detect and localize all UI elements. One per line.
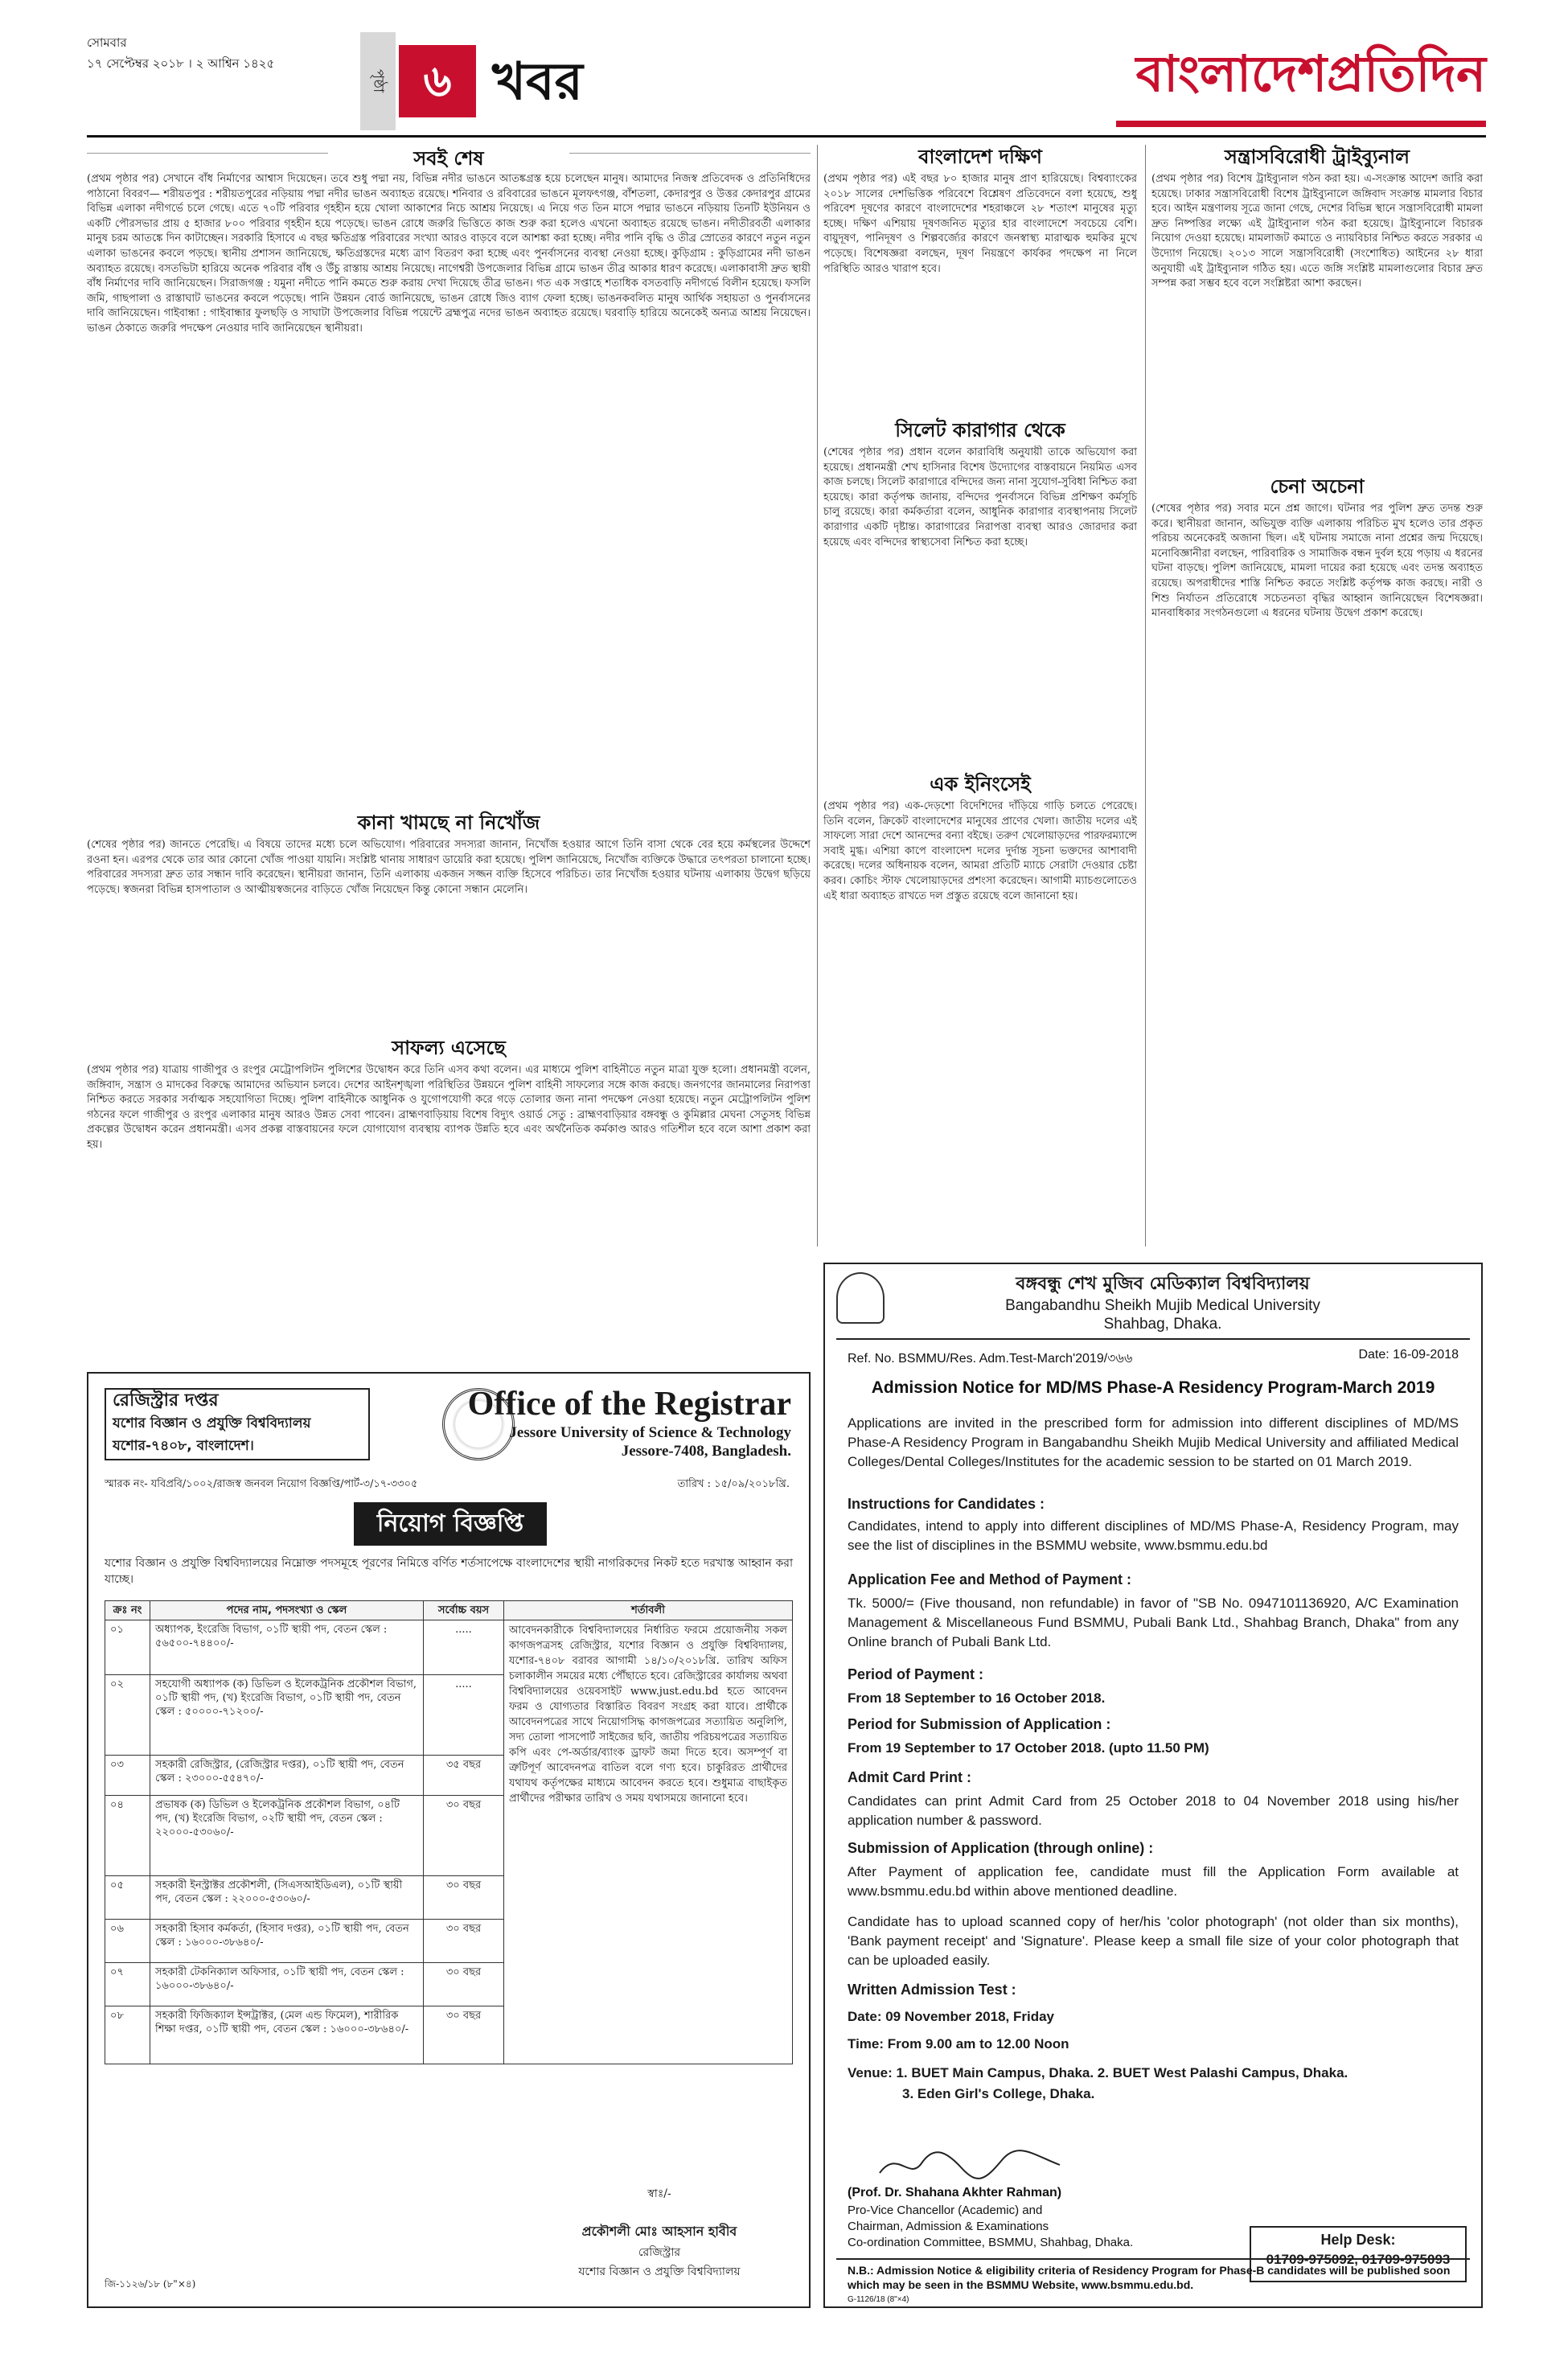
submission-period-title: Period for Submission of Application :	[848, 1716, 1111, 1732]
page-number: ৬	[399, 45, 476, 117]
test-venue-line2: 3. Eden Girl's College, Dhaka.	[902, 2086, 1095, 2101]
post-details: সহযোগী অধ্যাপক (ক) ডিভিল ও ইলেকট্রনিক প্রকৌশল বিভাগ, ০১টি স্থায়ী পদ, (খ) ইংরেজি বিভাগ, ০১টি স্থায়ী পদ, বেতন স্কেল : ৫০০০০-৭১২০০/-	[150, 1675, 424, 1756]
office-title: Office of the Registrar	[467, 1386, 791, 1423]
admit-card-text: Candidates can print Admit Card from 25 October 2018 to 04 November 2018 using his/her application number & password.	[848, 1793, 1459, 1828]
row-number: ০১	[105, 1620, 150, 1675]
date-line: ১৭ সেপ্টেম্বর ২০১৮ । ২ আশ্বিন ১৪২৫	[87, 56, 275, 71]
row-number: ০৫	[105, 1876, 150, 1920]
memo-date: তারিখ : ১৫/০৯/২০১৮খ্রি.	[677, 1478, 790, 1490]
university-name-bn: বঙ্গবন্ধু শেখ মুজিব মেডিক্যাল বিশ্ববিদ্যালয়	[1016, 1274, 1310, 1294]
logo-first: বাংলাদেশ	[1135, 44, 1328, 103]
instructions-text: Candidates, intend to apply into different disciplines of MD/MS Phase-A, Residency Program, may see the list of disciplines in the BSMMU website, www.bsmmu.edu.bd	[848, 1518, 1459, 1553]
submission-period-text: From 19 September to 17 October 2018. (upto 11.50 PM)	[848, 1740, 1209, 1756]
bsmmu-header	[897, 1272, 1428, 1333]
footer-rule	[836, 2258, 1470, 2260]
job-ad-jessore-university	[87, 1372, 811, 2308]
story-body	[87, 838, 811, 1031]
story-headline: কানা খামছে না নিখোঁজ	[357, 811, 540, 834]
max-age: .....	[424, 1620, 504, 1675]
notice-intro: Applications are invited in the prescribed form for admission into different disciplines of MD/MS Phase-A Residency Program in Bangabandhu Sheikh Mujib Medical University and affiliated Medical Colleges/Dental Colleges/Institutes for the academic session to be started on 01 March 2019.	[848, 1415, 1459, 1469]
header-rule	[836, 1338, 1470, 1340]
ad-ref-code: G-1126/18 (8"×4)	[848, 2295, 909, 2304]
payment-period-text: From 18 September to 16 October 2018.	[848, 1690, 1106, 1706]
post-details: প্রভাষক (ক) ডিভিল ও ইলেকট্রনিক প্রকৌশল বিভাগ, ০৪টি পদ, (খ) ইংরেজি বিভাগ, ০২টি স্থায়ী পদ, বেতন স্কেল : ২২০০০-৫৩০৬০/-	[150, 1796, 424, 1876]
page-label: পৃষ্ঠা	[360, 32, 396, 130]
online-submission-title: Submission of Application (through online) :	[848, 1840, 1154, 1856]
story-headline: সন্ত্রাসবিরোধী ট্রাইব্যুনাল	[1224, 146, 1410, 168]
story-headline: সিলেট কারাগার থেকে	[895, 419, 1065, 442]
logo-rule	[1116, 121, 1486, 127]
story-text: (প্রথম পৃষ্ঠার পর) সেখানে বাঁধ নির্মাণের আশ্বাস দিয়েছেন। তবে শুধু পদ্মা নয়, বিভিন্ন নদীর ভাঙনে আতঙ্কগ্রস্ত হয়ে চলেছেন মানুষ। আমাদের নিজস্ব প্রতিবেদক ও প্রতিনিধিদের পাঠানো বিবরণ— শরীয়তপুর : শরীয়তপুরের নড়িয়ায় পদ্মা নদীর ভাঙন অব্যাহত রয়েছে। শনিবার ও রবিবারের ভাঙনে মূলফৎগঞ্জ, বাঁশতলা, কেদারপুর ও উত্তর কেদারপুর গ্রামের বিভিন্ন এলাকা নদীগর্ভে চলে গেছে। এতে ৭০টি পরিবার গৃহহীন হয়ে খোলা আকাশের নিচে আশ্রয় নিয়েছে। এ নিয়ে গত তিন মাসে পদ্মার ভাঙনে নড়িয়ায় তিনটি ইউনিয়ন ও একটি পৌরসভার প্রায় ৫ হাজার ৮০০ পরিবার গৃহহীন হয়ে পড়েছে। ভাঙন রোধে জরুরি ভিত্তিতে কাজ শুরু করা হলেও এখনো অব্যাহত রয়েছে ভাঙন। নদীতীরবর্তী এলাকার মানুষ চরম আতঙ্কে দিন কাটাচ্ছেন। সরকারি হিসাবে এ বছর ক্ষতিগ্রস্ত পরিবারের সংখ্যা আরও বাড়বে বলে আশঙ্কা করা হচ্ছে। নদীর পানি বৃদ্ধি ও তীব্র স্রোতের কারণে নতুন নতুন এলাকা ভাঙনের কবলে পড়ছে। স্থানীয় প্রশাসন জানিয়েছে, ক্ষতিগ্রস্তদের মধ্যে ত্রাণ বিতরণ করা হচ্ছে এবং পুনর্বাসনের ব্যবস্থা নেওয়া হচ্ছে। কুড়িগ্রাম : কুড়িগ্রামের নদী ভাঙন অব্যাহত রয়েছে। বসতভিটা হারিয়ে অনেক পরিবার বাঁধ ও উঁচু রাস্তায় আশ্রয় নিয়েছে। নাগেশ্বরী উপজেলার বিভিন্ন গ্রামে ভাঙন তীব্র আকার ধারণ করেছে। এলাকাবাসী দ্রুত স্থায়ী বাঁধ নির্মাণের দাবি জানিয়েছেন। সিরাজগঞ্জ : যমুনা নদীতে পানি কমতে শুরু করায় দেখা দিয়েছে তীব্র ভাঙন। গত এক সপ্তাহে শতাধিক বসতবাড়ি নদীগর্ভে বিলীন হয়েছে। ফসলি জমি, গাছপালা ও রাস্তাঘাট ভাঙনের কবলে পড়েছে। পানি উন্নয়ন বোর্ড জানিয়েছে, ভাঙন রোধে জিও ব্যাগ ফেলা হচ্ছে। ভাঙনকবলিত মানুষ আর্থিক সহায়তা ও পুনর্বাসনের দাবি জানিয়েছেন। গাইবান্ধা : গাইবান্ধার ফুলছড়ি ও সাঘাটা উপজেলার বিভিন্ন পয়েন্টে ব্রহ্মপুত্র নদের ভাঙন অব্যাহত রয়েছে। ঘরবাড়ি হারিয়ে অনেকেই অন্যত্র আশ্রয় নিয়েছেন। ভাঙন ঠেকাতে জরুরি পদক্ষেপ নেওয়ার দাবি জানিয়েছেন স্থানীয়রা।	[87, 173, 811, 335]
post-details: সহকারী রেজিস্ট্রার, (রেজিস্ট্রার দপ্তর), ০১টি স্থায়ী পদ, বেতন স্কেল : ২৩০০০-৫৫৪৭০/-	[150, 1756, 424, 1796]
masthead-rule	[87, 135, 1486, 138]
masthead	[87, 32, 1486, 130]
help-desk-title: Help Desk:	[1320, 2232, 1396, 2248]
col-header: পদের নাম, পদসংখ্যা ও স্কেল	[150, 1601, 424, 1620]
ref-number: Ref. No. BSMMU/Res. Adm.Test-March'2019/৩৬৬	[848, 1352, 1133, 1366]
column-divider	[1145, 145, 1146, 1247]
max-age: ৩৫ বছর	[424, 1756, 504, 1796]
col-header: সর্বোচ্চ বয়স	[424, 1601, 504, 1620]
signer-title: রেজিস্ট্রার	[638, 2246, 681, 2259]
test-time: Time: From 9.00 am to 12.00 Noon	[848, 2036, 1069, 2052]
post-details: সহকারী ইনস্ট্রাক্টর প্রকৌশলী, (সিএসআইডিএল), ০১টি স্থায়ী পদ, বেতন স্কেল : ২২০০০-৫৩০৬০/-	[150, 1876, 424, 1920]
ad-title: নিয়োগ বিজ্ঞপ্তি	[354, 1502, 547, 1546]
headline-rule-left	[87, 153, 328, 154]
max-age: ৩০ বছর	[424, 1920, 504, 1963]
instructions-title: Instructions for Candidates :	[848, 1496, 1045, 1512]
test-date: Date: 09 November 2018, Friday	[848, 2009, 1055, 2024]
online-submission-text: After Payment of application fee, candidate must fill the Application Form available at www.bsmmu.edu.bd within above mentioned deadline.	[848, 1864, 1459, 1899]
post-details: সহকারী হিসাব কর্মকর্তা, (হিসাব দপ্তর), ০১টি স্থায়ী পদ, বেতন স্কেল : ১৬০০০-৩৮৬৪০/-	[150, 1920, 424, 1963]
section-title: খবর	[492, 52, 583, 112]
table-header-row	[105, 1601, 793, 1620]
newspaper-logo	[1116, 35, 1486, 127]
signer-name: প্রকৌশলী মোঃ আহসান হাবীব	[581, 2224, 737, 2239]
office-header-en	[405, 1385, 791, 1460]
story-body	[1151, 502, 1483, 1242]
fee-title: Application Fee and Method of Payment :	[848, 1571, 1132, 1587]
story-body	[87, 172, 811, 807]
test-title: Written Admission Test :	[848, 1982, 1016, 1998]
nb-note: N.B.: Admission Notice & eligibility criteria of Residency Program for Phase-B candidates will be published soon which may be seen in the BSMMU Website, www.bsmmu.edu.bd.	[848, 2264, 1451, 2291]
registrar-bn-line2: যশোর বিজ্ঞান ও প্রযুক্তি বিশ্ববিদ্যালয়	[113, 1415, 311, 1431]
logo-second: প্রতিদিন	[1327, 44, 1486, 103]
story-text: (প্রথম পৃষ্ঠার পর) যাত্রায় গাজীপুর ও রংপুর মেট্রোপলিটন পুলিশের উদ্বোধন করে তিনি এসব কথা বলেন। এর মাধ্যমে পুলিশ বাহিনীতে নতুন মাত্রা যুক্ত হলো। প্রধানমন্ত্রী বলেন, জঙ্গিবাদ, সন্ত্রাস ও মাদকের বিরুদ্ধে আমাদের অভিযান চলবে। দেশের আইনশৃঙ্খলা পরিস্থিতির উন্নয়নে পুলিশ বাহিনী সাফল্যের সঙ্গে কাজ করছে। জনগণের জানমালের নিরাপত্তা নিশ্চিত করতে সরকার সর্বাত্মক সহযোগিতা দিচ্ছে। পুলিশ বাহিনীকে আধুনিক ও যুগোপযোগী করে গড়ে তোলার জন্য নানা পদক্ষেপ নেওয়া হয়েছে। নতুন মেট্রোপলিটন পুলিশ গঠনের ফলে গাজীপুর ও রংপুর এলাকার মানুষ আরও উন্নত সেবা পাবেন। ব্রাহ্মণবাড়িয়ায় বিশেষ বিদ্যুৎ ওয়ার্ড সেতু : ব্রাহ্মণবাড়িয়ার বঙ্গবন্ধু ও কুমিল্লার মেঘনা সেতুসহ বিভিন্ন প্রকল্পের উদ্বোধন করেন প্রধানমন্ত্রী। এসব প্রকল্প বাস্তবায়নের ফলে যোগাযোগ ব্যবস্থায় ব্যাপক উন্নতি হবে এবং অর্থনৈতিক কর্মকাণ্ড আরও গতিশীল হবে বলে আশা প্রকাশ করা হয়।	[87, 1064, 811, 1151]
story-text: (প্রথম পৃষ্ঠার পর) বিশেষ ট্রাইব্যুনাল গঠন করা হয়। এ-সংক্রান্ত আদেশ জারি করা হয়েছে। ঢাকার সন্ত্রাসবিরোধী বিশেষ ট্রাইব্যুনালে জঙ্গিবাদ সংক্রান্ত মামলার বিচার হবে। আইন মন্ত্রণালয় সূত্রে জানা গেছে, দেশের বিভিন্ন স্থানে সন্ত্রাসবিরোধী মামলা দ্রুত নিষ্পত্তির লক্ষ্যে এই ট্রাইব্যুনাল গঠন করা হয়েছে। ট্রাইব্যুনালে বিচারক নিয়োগ দেওয়া হয়েছে। মামলাজট কমাতে ও ন্যায়বিচার নিশ্চিত করতে সরকার এ উদ্যোগ নিয়েছে। ২০১৩ সালে সন্ত্রাসবিরোধী (সংশোধিত) আইনের ২৮ ধারা অনুযায়ী এই ট্রাইব্যুনাল গঠিত হয়। এতে জঙ্গি সংশ্লিষ্ট মামলাগুলোর বিচার দ্রুত সম্পন্ন করা সম্ভব হবে বলে সংশ্লিষ্টরা আশা করছেন।	[1151, 173, 1483, 290]
conditions-text: আবেদনকারীকে বিশ্ববিদ্যালয়ের নির্ধারিত ফরমে প্রয়োজনীয় সকল কাগজপত্রসহ রেজিস্ট্রার, যশোর বিজ্ঞান ও প্রযুক্তি বিশ্ববিদ্যালয়, যশোর-৭৪০৮ বরাবর আগামী ১৪/১০/২০১৮খ্রি. তারিখ অফিস চলাকালীন সময়ের মধ্যে পৌঁছাতে হবে। রেজিস্ট্রারের কার্যালয় অথবা বিশ্ববিদ্যালয়ের ওয়েবসাইট www.just.edu.bd হতে আবেদন ফরম ও যোগ্যতার বিস্তারিত বিবরণ সংগ্রহ করা যাবে। প্রার্থীকে আবেদনপত্রের সাথে নিয়োগসিদ্ধ কাগজপত্রের সত্যায়িত অনুলিপি, সদ্য তোলা পাসপোর্ট সাইজের ছবি, জাতীয় পরিচয়পত্রের সত্যায়িত কপি এবং পে-অর্ডার/ব্যাংক ড্রাফট জমা দিতে হবে। অসম্পূর্ণ বা ত্রুটিপূর্ণ আবেদনপত্র বাতিল বলে গণ্য হবে। চাকুরিরত প্রার্থীদের যথাযথ কর্তৃপক্ষের মাধ্যমে আবেদন করতে হবে। শুধুমাত্র বাছাইকৃত প্রার্থীদের পরীক্ষার তারিখ ও সময় যথাসময়ে জানানো হবে।	[504, 1620, 793, 2064]
weekday: সোমবার	[87, 35, 127, 50]
test-venue-line1: Venue: 1. BUET Main Campus, Dhaka. 2. BUET West Palashi Campus, Dhaka.	[848, 2065, 1348, 2080]
row-number: ০৮	[105, 2006, 150, 2064]
col-header: শর্তাবলী	[504, 1601, 793, 1620]
story-text: (শেষের পৃষ্ঠার পর) জানতে পেরেছি। এ বিষয়ে তাদের মধ্যে চলে অভিযোগ। পরিবারের সদস্যরা জানান, নিখোঁজ হওয়ার আগে তিনি বাসা থেকে বের হয়ে কর্মস্থলের উদ্দেশে রওনা হন। এরপর থেকে তার আর কোনো খোঁজ পাওয়া যায়নি। সংশ্লিষ্ট থানায় সাধারণ ডায়েরি করা হয়েছে। পুলিশ জানিয়েছে, নিখোঁজ ব্যক্তিকে উদ্ধারে তৎপরতা চালানো হচ্ছে। পরিবারের সদস্যরা দ্রুত তার সন্ধান দাবি করেছেন। স্থানীয়রা জানান, তিনি এলাকায় একজন সজ্জন ব্যক্তি হিসেবে পরিচিত। তার নিখোঁজ হওয়ার ঘটনায় এলাকায় উদ্বেগ ছড়িয়ে পড়েছে। স্বজনরা বিভিন্ন হাসপাতাল ও আত্মীয়স্বজনের বাড়িতে খোঁজ নিয়েছেন কিন্তু কোনো সন্ধান মেলেনি।	[87, 839, 811, 896]
story-headline: সবই শেষ	[413, 147, 484, 170]
registrar-bn-line3: যশোর-৭৪০৮, বাংলাদেশ।	[113, 1438, 254, 1454]
ad-intro: যশোর বিজ্ঞান ও প্রযুক্তি বিশ্ববিদ্যালয়ের নিম্নোক্ত পদসমূহে পূরণের নিমিত্তে বর্ণিত শর্তসাপেক্ষে বাংলাদেশের স্থায়ী নাগরিকদের নিকট হতে দরখাস্ত আহ্বান করা যাচ্ছে।	[105, 1557, 793, 1586]
memo-number: স্মারক নং- যবিপ্রবি/১০০২/রাজস্ব জনবল নিয়োগ বিজ্ঞপ্তি/পার্ট-৩/১৭-৩৩০৫	[105, 1478, 418, 1490]
signer-org: যশোর বিজ্ঞান ও প্রযুক্তি বিশ্ববিদ্যালয়	[578, 2265, 741, 2278]
payment-period-title: Period of Payment :	[848, 1666, 984, 1682]
max-age: .....	[424, 1675, 504, 1756]
admission-notice-bsmmu	[823, 1263, 1483, 2308]
university-location: Shahbag, Dhaka.	[1103, 1316, 1222, 1333]
university-name-en: Bangabandhu Sheikh Mujib Medical University	[1005, 1297, 1320, 1314]
signer-name: (Prof. Dr. Shahana Akhter Rahman)	[848, 2186, 1062, 2199]
post-details: অধ্যাপক, ইংরেজি বিভাগ, ০১টি স্থায়ী পদ, বেতন স্কেল : ৫৬৫০০-৭৪৪০০/-	[150, 1620, 424, 1675]
university-name-en: Jessore University of Science & Technology	[509, 1424, 791, 1441]
registrar-bn-line1: রেজিস্ট্রার দপ্তর	[113, 1390, 219, 1411]
signer-title-3: Co-ordination Committee, BSMMU, Shahbag, Dhaka.	[848, 2236, 1134, 2249]
max-age: ৩০ বছর	[424, 1796, 504, 1876]
story-body	[1151, 172, 1483, 470]
positions-table	[105, 1600, 793, 2064]
registrar-box-bn	[105, 1388, 370, 1460]
story-body	[87, 1063, 811, 1369]
col-header: ক্রঃ নং	[105, 1601, 150, 1620]
table-row	[105, 1620, 793, 1675]
story-body	[823, 172, 1137, 413]
row-number: ০২	[105, 1675, 150, 1756]
fee-text: Tk. 5000/= (Five thousand, non refundable) in favor of "SB No. 0947101136920, A/C Examination Management & Miscellaneous Fund BSMMU, Pubali Bank Ltd., Shahbag Branch, Dhaka" from any Online branch of Pubali Bank Ltd.	[848, 1596, 1459, 1649]
bsmmu-logo-icon	[836, 1272, 885, 1324]
story-text: (প্রথম পৃষ্ঠার পর) এক-দেড়শো বিদেশিদের দাঁড়িয়ে গাড়ি চলতে পেরেছে। তিনি বলেন, ক্রিকেট বাংলাদেশের মানুষের প্রাণের খেলা। জাতীয় দলের এই সাফল্যে সারা দেশে আনন্দের বন্যা বইছে। তরুণ খেলোয়াড়দের পারফরম্যান্সে সবাই মুগ্ধ। এশিয়া কাপে বাংলাদেশ দলের দুর্দান্ত সূচনা ভক্তদের আশাবাদী করেছে। দলের অধিনায়ক বলেন, আমরা প্রতিটি ম্যাচে সেরাটা দেওয়ার চেষ্টা করব। কোচিং স্টাফ খেলোয়াড়দের প্রশংসা করেছেন। আগামী ম্যাচগুলোতেও এই ধারা অব্যাহত রাখতে দল প্রস্তুত রয়েছে বলে জানানো হয়।	[823, 800, 1137, 902]
upload-instructions: Candidate has to upload scanned copy of her/his 'color photograph' (not older than six months), 'Bank payment receipt' and 'Signature'. Please keep a small file size of your color photograph that can be uploaded easily.	[848, 1914, 1459, 1968]
row-number: ০৪	[105, 1796, 150, 1876]
sign-label: স্বাঃ/-	[647, 2187, 671, 2200]
story-headline: বাংলাদেশ দক্ষিণ	[918, 146, 1042, 168]
story-headline: এক ইনিংসেই	[930, 773, 1031, 795]
story-body	[823, 799, 1137, 1242]
max-age: ৩০ বছর	[424, 2006, 504, 2064]
issue-date	[87, 32, 352, 74]
headline-rule-right	[569, 153, 811, 154]
post-details: সহকারী ফিজিক্যাল ইন্সট্রাক্টর, (মেল এন্ড ফিমেল), শারীরিক শিক্ষা দপ্তর, ০১টি স্থায়ী পদ, বেতন স্কেল : ১৬০০০-৩৮৬৪০/-	[150, 2006, 424, 2064]
notice-title: Admission Notice for MD/MS Phase-A Residency Program-March 2019	[871, 1378, 1435, 1397]
story-headline: চেনা অচেনা	[1270, 475, 1365, 498]
story-body	[823, 446, 1137, 767]
column-divider	[817, 145, 818, 1247]
post-details: সহকারী টেকনিক্যাল অফিসার, ০১টি স্থায়ী পদ, বেতন স্কেল : ১৬০০০-৩৮৬৪০/-	[150, 1963, 424, 2006]
story-text: (প্রথম পৃষ্ঠার পর) এই বছর ৮০ হাজার মানুষ প্রাণ হারিয়েছে। বিশ্বব্যাংকের ২০১৮ সালের দেশভিত্তিক পরিবেশে বিশ্লেষণ প্রতিবেদনে বলা হয়েছে, শুধু পরিবেশ দূষণের কারণে বাংলাদেশের শহরাঞ্চলে ২৮ শতাংশ মানুষের মৃত্যু হচ্ছে। দক্ষিণ এশিয়ায় দূষণজনিত মৃত্যুর হার বাংলাদেশে সবচেয়ে বেশি। বায়ুদূষণ, পানিদূষণ ও শিল্পবর্জ্যের কারণে জনস্বাস্থ্য মারাত্মক হুমকির মুখে পড়েছে। বিশেষজ্ঞরা বলছেন, দূষণ নিয়ন্ত্রণে কার্যকর পদক্ষেপ না নিলে পরিস্থিতি আরও খারাপ হবে।	[823, 173, 1137, 275]
story-text: (শেষের পৃষ্ঠার পর) সবার মনে প্রশ্ন জাগে। ঘটনার পর পুলিশ দ্রুত তদন্ত শুরু করে। স্থানীয়রা জানান, অভিযুক্ত ব্যক্তি এলাকায় পরিচিত মুখ হলেও তার প্রকৃত পরিচয় অনেকেরই অজানা ছিল। এই ঘটনায় সমাজে নানা প্রশ্নের জন্ম দিয়েছে। মনোবিজ্ঞানীরা বলছেন, পারিবারিক ও সামাজিক বন্ধন দুর্বল হয়ে পড়ায় এ ধরনের ঘটনা বাড়ছে। পুলিশ জানিয়েছে, মামলা দায়ের করা হয়েছে এবং তদন্ত অব্যাহত রয়েছে। অপরাধীদের শাস্তি নিশ্চিত করতে সংশ্লিষ্ট কর্তৃপক্ষ কাজ করছে। নারী ও শিশু নির্যাতন প্রতিরোধে সচেতনতা বৃদ্ধির আহ্বান জানিয়েছেন বিশেষজ্ঞরা। মানবাধিকার সংগঠনগুলো এ ধরনের ঘটনায় উদ্বেগ প্রকাশ করেছে।	[1151, 503, 1483, 620]
max-age: ৩০ বছর	[424, 1876, 504, 1920]
signature-block	[539, 2184, 780, 2282]
row-number: ০৭	[105, 1963, 150, 2006]
university-address-en: Jessore-7408, Bangladesh.	[621, 1443, 791, 1460]
row-number: ০৬	[105, 1920, 150, 1963]
signature-scribble	[873, 2141, 1066, 2189]
signer-title-1: Pro-Vice Chancellor (Academic) and	[848, 2204, 1043, 2217]
notice-date: Date: 16-09-2018	[1358, 1348, 1459, 1362]
ad-ref-code: জি-১১২৬/১৮ (৮"×৪)	[105, 2278, 196, 2290]
max-age: ৩০ বছর	[424, 1963, 504, 2006]
signer-title-2: Chairman, Admission & Examinations	[848, 2220, 1049, 2233]
story-headline: সাফল্য এসেছে	[392, 1037, 506, 1059]
story-text: (শেষের পৃষ্ঠার পর) প্রধান বলেন কারাবিধি অনুযায়ী তাকে অভিযোগ করা হয়েছে। প্রধানমন্ত্রী শেখ হাসিনার বিশেষ উদ্যোগের বাস্তবায়নে নিয়মিত এসব কাজ চলছে। সিলেট কারাগারে বন্দিদের জন্য নানা সুযোগ-সুবিধা নিশ্চিত করা হয়েছে। কারা কর্তৃপক্ষ জানায়, বন্দিদের পুনর্বাসনে বিভিন্ন প্রশিক্ষণ কর্মসূচি চালু রয়েছে। কারা কর্মকর্তারা বলেন, আধুনিক কারাগার ব্যবস্থাপনায় সিলেট কারাগার একটি দৃষ্টান্ত। কারাগারের নিরাপত্তা ব্যবস্থা আরও জোরদার করা হয়েছে এবং বন্দিদের স্বাস্থ্যসেবা নিশ্চিত করা হচ্ছে।	[823, 446, 1137, 548]
row-number: ০৩	[105, 1756, 150, 1796]
admit-card-title: Admit Card Print :	[848, 1769, 972, 1785]
